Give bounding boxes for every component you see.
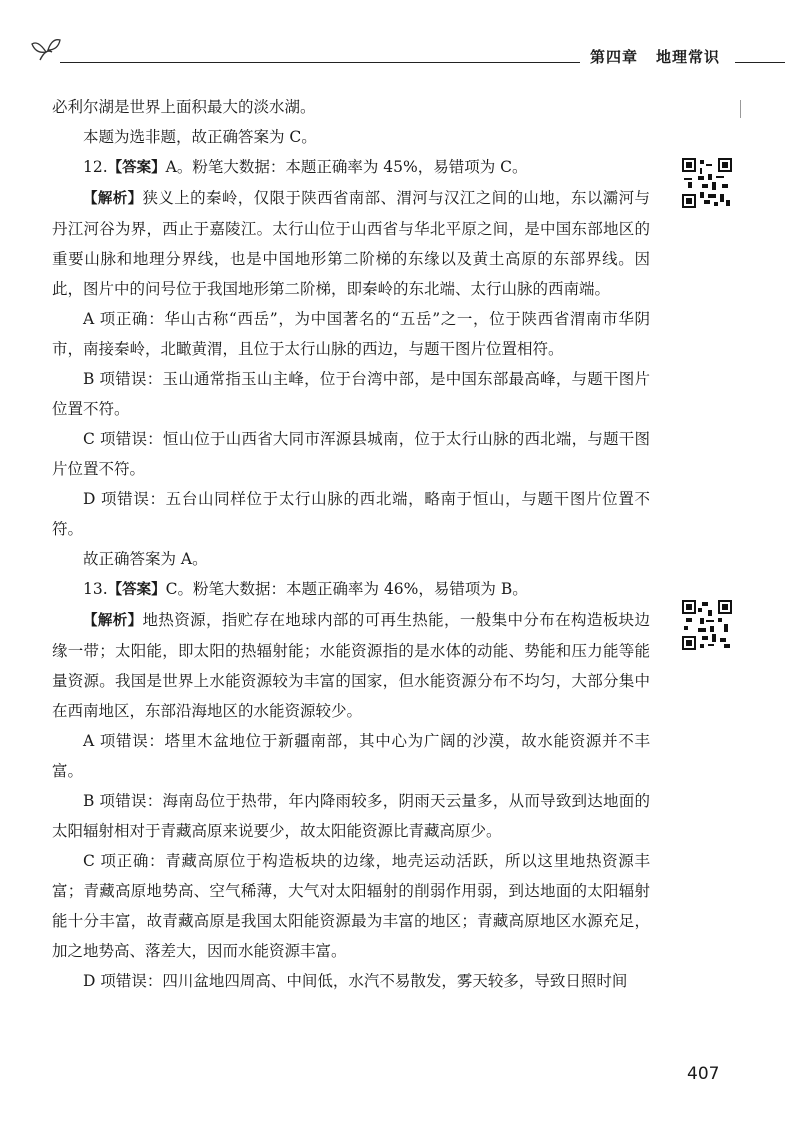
- answer-text: C。粉笔大数据：本题正确率为 46%，易错项为 B。: [165, 580, 528, 598]
- page-number: 407: [687, 1064, 720, 1084]
- answer-paragraph: [52, 574, 650, 605]
- analysis-text: 狭义上的秦岭，仅限于陕西省南部、渭河与汉江之间的山地，东以灞河与丹江河谷为界，西止于嘉陵江。太行山位于山西省与华北平原之间，是中国东部地区的重要山脉和地理分界线，也是中国地形第二阶梯的东缘以及黄土高原的东部界线。因此，图片中的问号位于我国地形第二阶梯，即秦岭的东北端、太行山脉的西南端。: [52, 189, 650, 298]
- chapter-label: 第四章: [590, 48, 639, 66]
- chapter-title: 地理常识: [656, 48, 721, 66]
- paragraph: A 项正确：华山古称“西岳”，为中国著名的“五岳”之一，位于陕西省渭南市华阴市，南接秦岭，北瞰黄渭，且位于太行山脉的西边，与题干图片位置相符。: [52, 310, 650, 358]
- paragraph: C 项错误：恒山位于山西省大同市浑源县城南，位于太行山脉的西北端，与题干图片位置不符。: [52, 430, 650, 478]
- paragraph: A 项错误：塔里木盆地位于新疆南部，其中心为广阔的沙漠，故水能资源并不丰富。: [52, 732, 650, 780]
- page-body: [52, 92, 650, 996]
- paragraph: 本题为选非题，故正确答案为 C。: [83, 128, 317, 146]
- paragraph: B 项错误：玉山通常指玉山主峰，位于台湾中部，是中国东部最高峰，与题干图片位置不符。: [52, 370, 650, 418]
- header-rule-left: [60, 62, 580, 63]
- question-number: 13.: [83, 580, 108, 598]
- analysis-text: 地热资源，指贮存在地球内部的可再生热能，一般集中分布在构造板块边缘一带；太阳能，即太阳的热辐射能；水能资源指的是水体的动能、势能和压力能等能量资源。我国是世界上水能资源较为丰富的国家，但水能资源分布不均匀，大部分集中在西南地区，东部沿海地区的水能资源较少。: [52, 611, 650, 720]
- analysis-paragraph: [52, 183, 650, 304]
- answer-text: A。粉笔大数据：本题正确率为 45%，易错项为 C。: [165, 158, 528, 176]
- paragraph: D 项错误：五台山同样位于太行山脉的西北端，略南于恒山，与题干图片位置不符。: [52, 490, 650, 538]
- paragraph: 故正确答案为 A。: [83, 550, 208, 568]
- paragraph: 必利尔湖是世界上面积最大的淡水湖。: [52, 98, 316, 116]
- analysis-tag: 【解析】: [83, 613, 143, 629]
- margin-mark: [740, 100, 741, 118]
- paragraph: C 项正确：青藏高原位于构造板块的边缘，地壳运动活跃，所以这里地热资源丰富；青藏高原地势高、空气稀薄，大气对太阳辐射的削弱作用弱，到达地面的太阳辐射能十分丰富，故青藏高原是我国太阳能资源最为丰富的地区；青藏高原地区水源充足，加之地势高、落差大，因而水能资源丰富。: [52, 852, 650, 960]
- analysis-paragraph: [52, 605, 650, 726]
- header-rule-right: [735, 62, 785, 63]
- answer-paragraph: [52, 152, 650, 183]
- qr-code-icon[interactable]: [682, 600, 732, 650]
- paragraph: B 项错误：海南岛位于热带，年内降雨较多，阴雨天云量多，从而导致到达地面的太阳辐射相对于青藏高原来说要少，故太阳能资源比青藏高原少。: [52, 792, 650, 840]
- running-header: [590, 46, 720, 67]
- qr-code-icon[interactable]: [682, 158, 732, 208]
- answer-tag: 【答案】: [107, 160, 166, 176]
- paragraph: D 项错误：四川盆地四周高、中间低，水汽不易散发，雾天较多，导致日照时间: [83, 972, 628, 990]
- analysis-tag: 【解析】: [83, 191, 143, 207]
- answer-tag: 【答案】: [107, 582, 166, 598]
- sprout-logo-icon: [30, 30, 74, 66]
- question-number: 12.: [83, 158, 108, 176]
